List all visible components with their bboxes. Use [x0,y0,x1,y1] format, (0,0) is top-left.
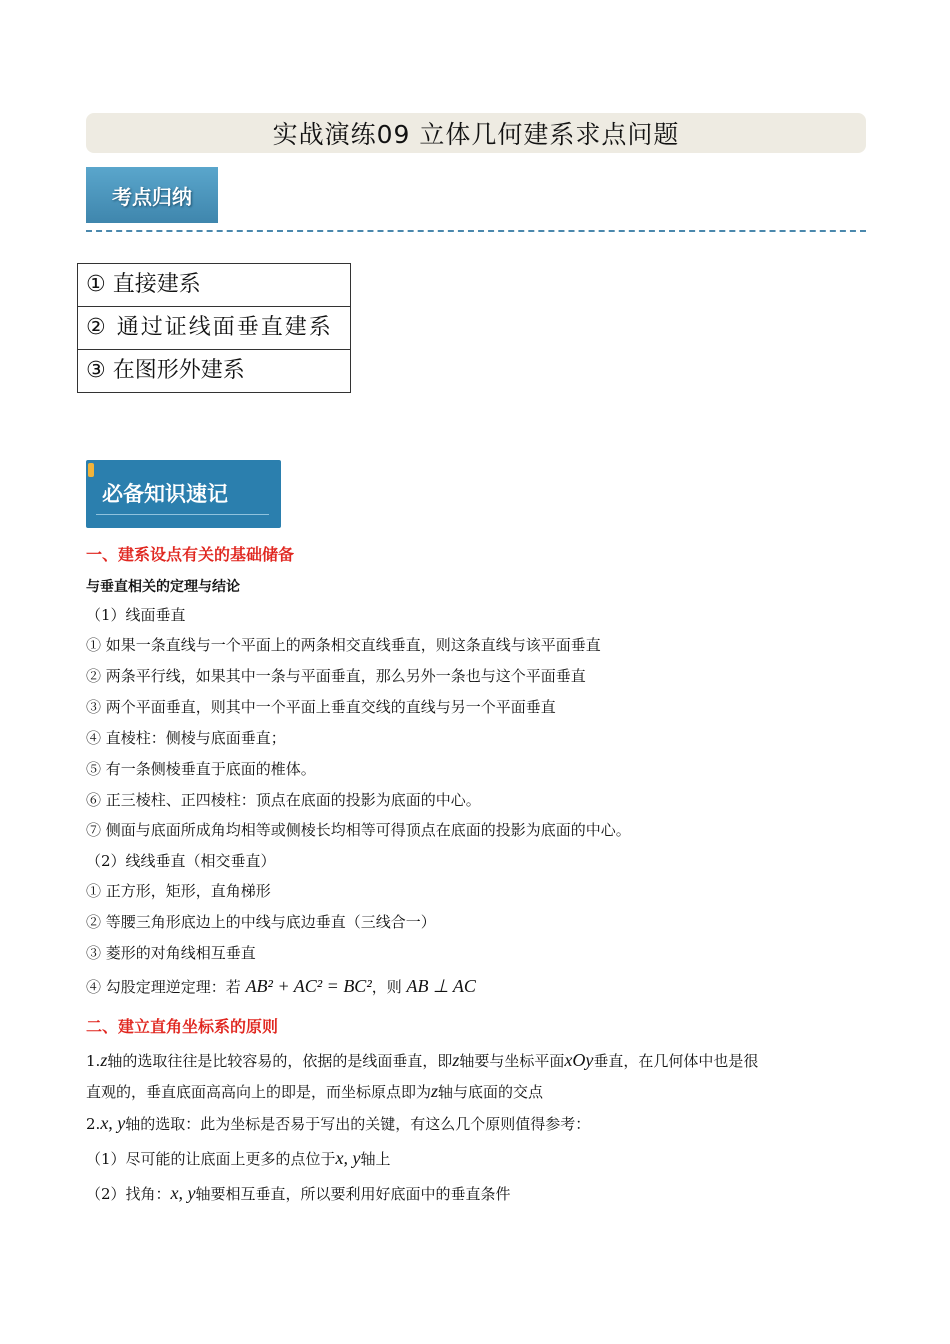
table-row [78,264,351,307]
methods-table [77,263,351,393]
list-item: ① 如果一条直线与一个平面上的两条相交直线垂直，则这条直线与该平面垂直 [86,636,601,654]
list-item: ② 两条平行线，如果其中一条与平面垂直，那么另外一条也与这个平面垂直 [86,667,586,685]
section1-subheading: 与垂直相关的定理与结论 [86,579,240,595]
math-xy: x, y [335,1148,361,1168]
page-title: 实战演练09 立体几何建系求点问题 [86,113,866,153]
list-item: ③ 两个平面垂直，则其中一个平面上垂直交线的直线与另一个平面垂直 [86,698,556,716]
item-text: （1）尽可能的让底面上更多的点位于 [86,1150,336,1168]
list-item: ② 等腰三角形底边上的中线与底边垂直（三线合一） [86,913,436,931]
item-text: ④ 勾股定理逆定理：若 [86,978,241,996]
pythagorean-formula: AB² + AC² = BC² [245,976,372,996]
list-item: ⑤ 有一条侧棱垂直于底面的椎体。 [86,760,316,778]
dashed-divider [86,230,866,232]
math-xy: x, y [170,1183,196,1203]
list-item: ④ 直棱柱：侧棱与底面垂直； [86,729,286,747]
list-item: ⑦ 侧面与底面所成角均相等或侧棱长均相等可得顶点在底面的投影为底面的中心。 [86,821,631,839]
item-text: 轴的选取：此为坐标是否易于写出的关键，有这么几个原则值得参考： [125,1115,591,1133]
item-text: 垂直，在几何体中也是很 [593,1052,759,1070]
paragraph-line [86,1050,758,1071]
item-text: 轴的选取往往是比较容易的，依据的是线面垂直，即 [107,1052,453,1070]
table-row [78,350,351,393]
item-text: 轴上 [360,1150,391,1168]
method-cell: ③ 在图形外建系 [78,350,351,393]
math-xy: x, y [100,1113,126,1133]
item-text: ，则 [371,978,402,996]
badge-label: 必备知识速记 [96,474,269,515]
section-badge-bibei [86,460,281,528]
badge-mark [88,463,94,477]
math-z: z [100,1050,108,1070]
method-cell: ② 通过证线面垂直建系 [78,307,351,350]
section2-heading: 二、建立直角坐标系的原则 [86,1017,279,1036]
list-item: ⑥ 正三棱柱、正四棱柱：顶点在底面的投影为底面的中心。 [86,791,481,809]
part2-title: （2）线线垂直（相交垂直） [86,852,276,870]
perpendicular-result: AB ⊥ AC [406,976,476,996]
paragraph-line [86,1148,391,1169]
section-badge-kaodian: 考点归纳 [86,167,218,223]
paragraph-line [86,1183,511,1204]
math-z: z [431,1081,439,1101]
list-item: ③ 菱形的对角线相互垂直 [86,944,256,962]
paragraph-line [86,1081,543,1102]
list-item [86,976,476,997]
paragraph-line [86,1113,590,1134]
section1-heading: 一、建系设点有关的基础储备 [86,545,295,564]
item-text: （2）找角： [86,1185,171,1203]
item-text: 轴要与坐标平面 [459,1052,565,1070]
item-text: 1. [86,1052,101,1070]
table-row [78,307,351,350]
part1-title: （1）线面垂直 [86,606,186,624]
item-text: 2. [86,1115,101,1133]
item-text: 轴与底面的交点 [438,1083,544,1101]
item-text: 轴要相互垂直，所以要利用好底面中的垂直条件 [195,1185,511,1203]
method-cell: ① 直接建系 [78,264,351,307]
math-z: z [452,1050,460,1070]
item-text: 直观的，垂直底面高高向上的即是，而坐标原点即为 [86,1083,432,1101]
list-item: ① 正方形，矩形，直角梯形 [86,882,271,900]
math-plane: xOy [564,1050,594,1070]
